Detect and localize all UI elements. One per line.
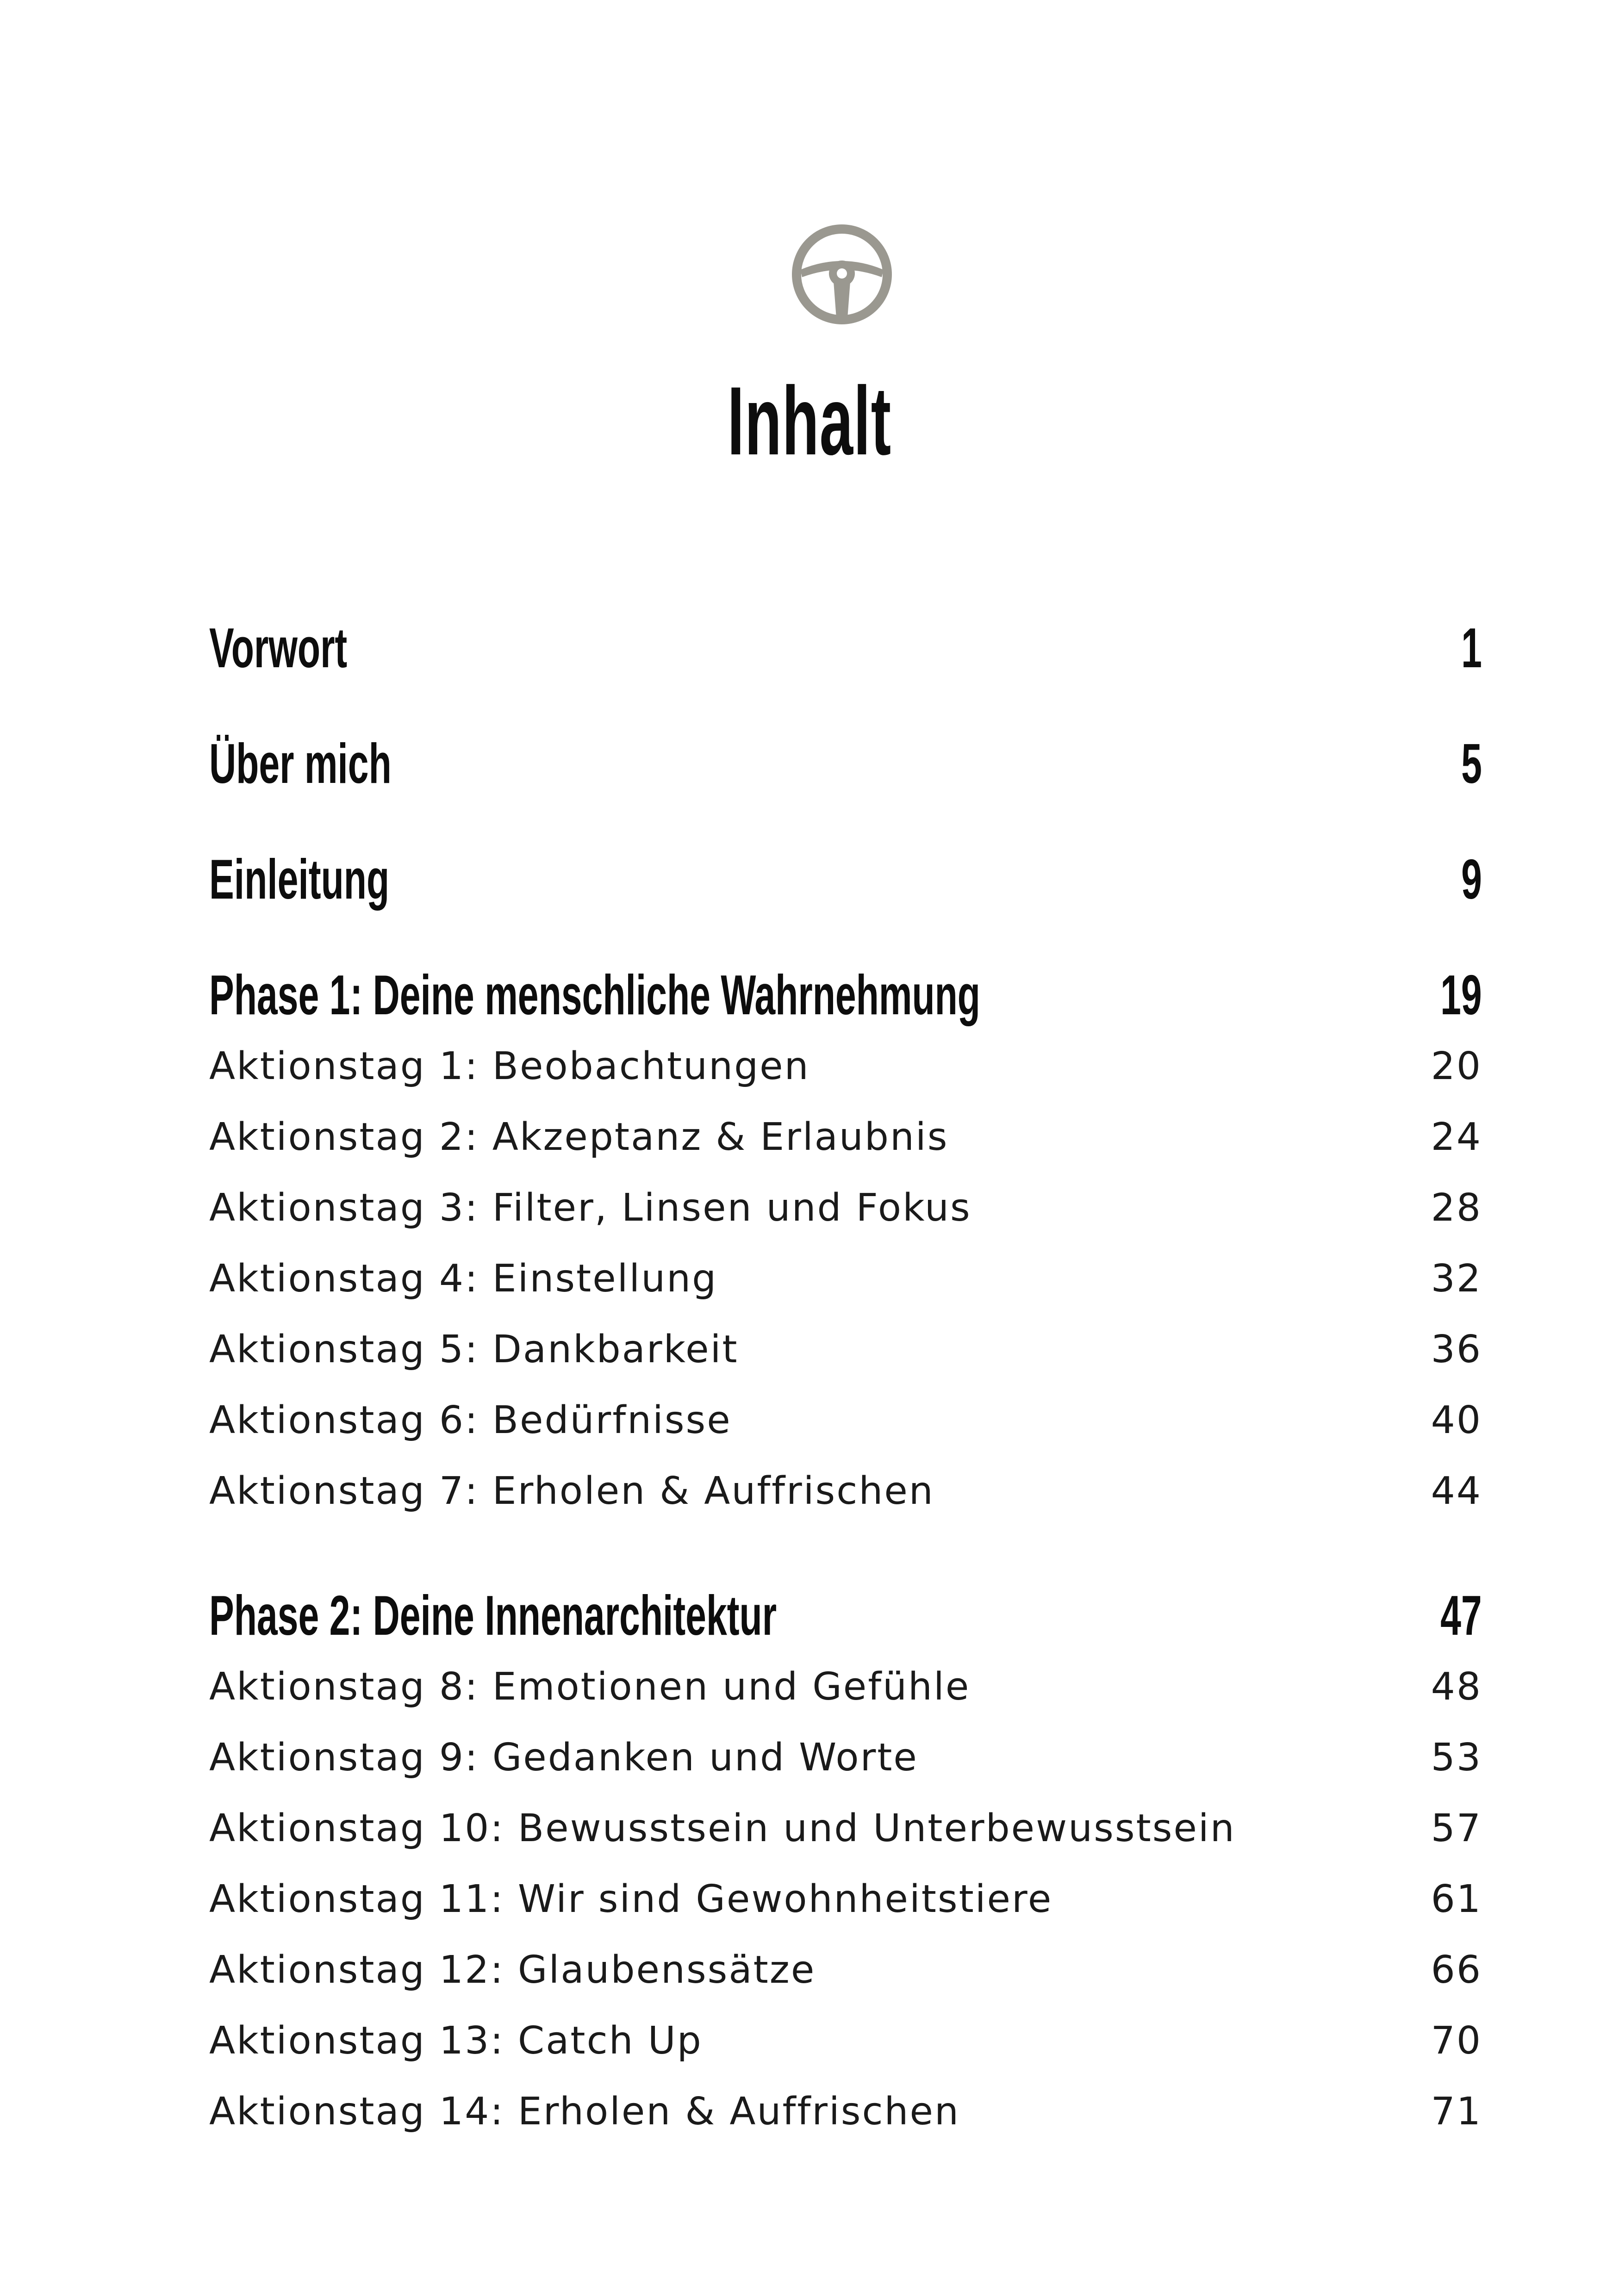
- toc-item[interactable]: [209, 1940, 1482, 2011]
- toc-item[interactable]: [209, 1390, 1482, 1461]
- toc-phase-1[interactable]: [209, 944, 1482, 1036]
- toc-item-label: Aktionstag 7: Erholen & Auffrischen: [209, 1469, 934, 1513]
- toc-item[interactable]: [209, 1036, 1482, 1107]
- toc-item-label: Aktionstag 1: Beobachtungen: [209, 1044, 810, 1088]
- toc-item-label: Aktionstag 3: Filter, Linsen und Fokus: [209, 1186, 971, 1230]
- toc-item-page: 48: [1431, 1665, 1482, 1709]
- toc-item-label: Aktionstag 14: Erholen & Auffrischen: [209, 2090, 960, 2134]
- toc-item[interactable]: [209, 1178, 1482, 1249]
- toc-item-page: 53: [1431, 1736, 1482, 1780]
- toc-item[interactable]: [209, 1799, 1482, 1869]
- toc-item-page: 20: [1431, 1044, 1482, 1088]
- toc-phase-page: 19: [1440, 963, 1482, 1026]
- toc-item[interactable]: [209, 1249, 1482, 1320]
- toc-entry-ueber-mich[interactable]: [209, 713, 1482, 828]
- toc-item[interactable]: [209, 1657, 1482, 1728]
- toc-entry-page: 9: [1461, 848, 1482, 911]
- toc-phase-2[interactable]: [209, 1564, 1482, 1657]
- toc-item-label: Aktionstag 2: Akzeptanz & Erlaubnis: [209, 1115, 949, 1159]
- section-spacer: [209, 1532, 1482, 1564]
- toc-item-page: 71: [1431, 2090, 1482, 2134]
- toc-item[interactable]: [209, 2082, 1482, 2153]
- toc-entry-page: 1: [1461, 616, 1482, 679]
- toc-item[interactable]: [209, 1869, 1482, 1940]
- toc-item-label: Aktionstag 5: Dankbarkeit: [209, 1328, 739, 1371]
- toc-entry-label: Vorwort: [209, 616, 348, 679]
- toc-item-page: 57: [1431, 1806, 1482, 1850]
- toc-item-label: Aktionstag 13: Catch Up: [209, 2019, 703, 2063]
- toc-item-label: Aktionstag 8: Emotionen und Gefühle: [209, 1665, 971, 1709]
- toc-phase-label: Phase 1: Deine menschliche Wahrnehmung: [209, 963, 980, 1026]
- toc-entry-vorwort[interactable]: [209, 597, 1482, 713]
- toc-item[interactable]: [209, 1320, 1482, 1390]
- toc-item-page: 24: [1431, 1115, 1482, 1159]
- toc-phase-label: Phase 2: Deine Innenarchitektur: [209, 1584, 777, 1647]
- toc-item-page: 44: [1431, 1469, 1482, 1513]
- toc-item-label: Aktionstag 6: Bedürfnisse: [209, 1398, 732, 1442]
- toc-item-page: 32: [1431, 1257, 1482, 1301]
- table-of-contents: [209, 597, 1482, 2153]
- toc-item-page: 61: [1431, 1877, 1482, 1921]
- steering-wheel-icon: [791, 223, 893, 325]
- toc-entry-label: Über mich: [209, 732, 392, 795]
- toc-item-page: 36: [1431, 1328, 1482, 1371]
- toc-phase-page: 47: [1440, 1584, 1482, 1647]
- toc-item-label: Aktionstag 9: Gedanken und Worte: [209, 1736, 918, 1780]
- toc-item-page: 66: [1431, 1948, 1482, 1992]
- toc-item-label: Aktionstag 12: Glaubenssätze: [209, 1948, 816, 1992]
- page-title: Inhalt: [727, 366, 892, 475]
- toc-item-label: Aktionstag 10: Bewusstsein und Unterbewusstsein: [209, 1806, 1236, 1850]
- toc-item[interactable]: [209, 2011, 1482, 2082]
- toc-item-page: 70: [1431, 2019, 1482, 2063]
- toc-item-label: Aktionstag 4: Einstellung: [209, 1257, 718, 1301]
- toc-entry-einleitung[interactable]: [209, 828, 1482, 944]
- toc-item[interactable]: [209, 1107, 1482, 1178]
- toc-item-label: Aktionstag 11: Wir sind Gewohnheitstiere: [209, 1877, 1053, 1921]
- toc-entry-page: 5: [1461, 732, 1482, 795]
- logo: [791, 223, 893, 325]
- toc-entry-label: Einleitung: [209, 848, 390, 911]
- toc-item-page: 40: [1431, 1398, 1482, 1442]
- toc-item[interactable]: [209, 1461, 1482, 1532]
- toc-item-page: 28: [1431, 1186, 1482, 1230]
- toc-item[interactable]: [209, 1728, 1482, 1799]
